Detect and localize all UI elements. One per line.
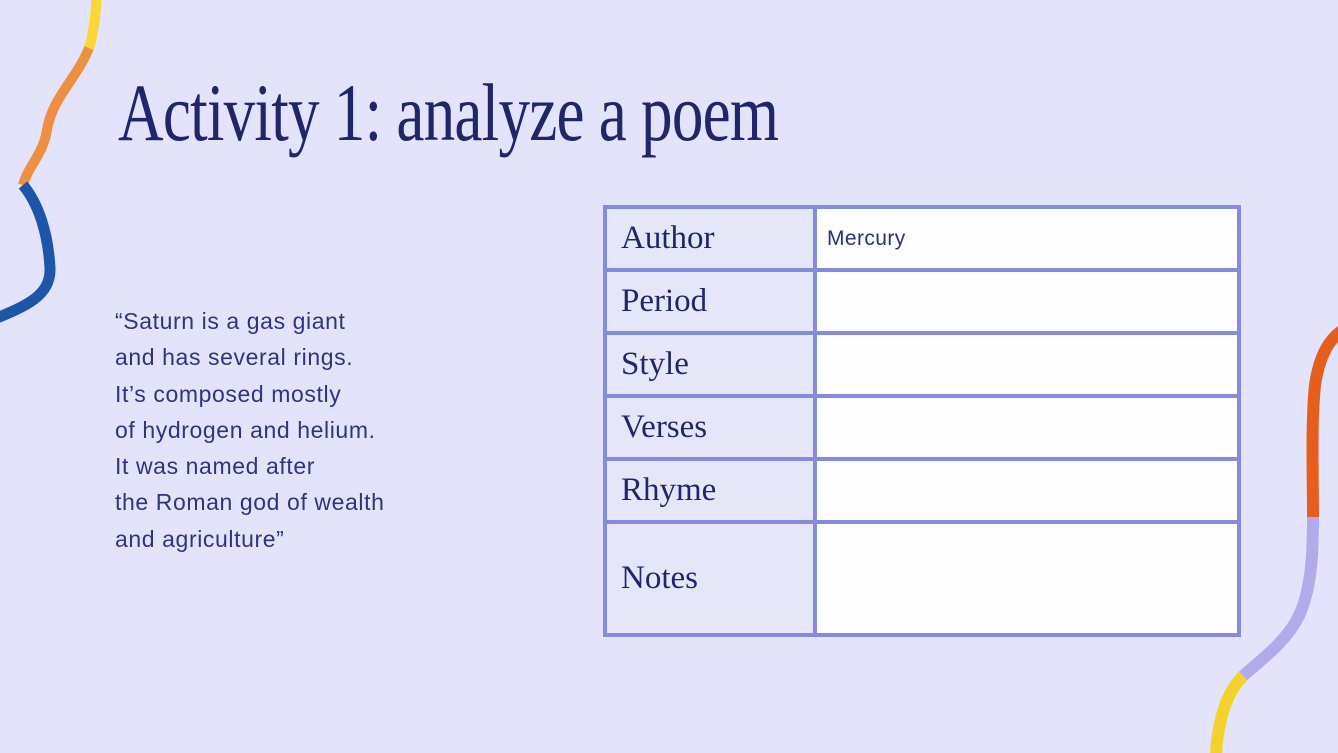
table-row [605,459,1239,522]
quote-line: It’s composed mostly [115,380,342,407]
quote-line: of hydrogen and helium. [115,416,376,443]
table-row [605,207,1239,270]
table-row [605,522,1239,635]
quote-line: the Roman god of wealth [115,489,385,516]
left-squiggle-yellow-segment [89,0,97,48]
left-squiggle-orange-segment [23,48,89,185]
left-squiggle-blue-segment [0,185,50,320]
right-squiggle-yellow-segment [1216,676,1243,753]
analysis-table [603,205,1241,637]
quote-line: and agriculture” [115,525,285,552]
right-squiggle-orange-segment [1313,328,1338,517]
right-squiggle-lavender-segment [1243,517,1313,676]
quote-line: It was named after [115,453,315,480]
row-value-verses[interactable] [815,396,1239,459]
table-row [605,270,1239,333]
slide-title: Activity 1: analyze a poem [118,67,779,158]
table-row [605,396,1239,459]
row-value-period[interactable] [815,270,1239,333]
row-label-author: Author [605,207,815,270]
quote-line: and has several rings. [115,344,354,371]
row-label-notes: Notes [605,522,815,635]
row-label-verses: Verses [605,396,815,459]
row-value-rhyme[interactable] [815,459,1239,522]
row-label-period: Period [605,270,815,333]
row-value-author[interactable]: Mercury [815,207,1239,270]
row-label-style: Style [605,333,815,396]
table-row [605,333,1239,396]
poem-quote [115,303,475,557]
row-value-style[interactable] [815,333,1239,396]
row-value-notes[interactable] [815,522,1239,635]
row-label-rhyme: Rhyme [605,459,815,522]
quote-line: “Saturn is a gas giant [115,308,346,334]
